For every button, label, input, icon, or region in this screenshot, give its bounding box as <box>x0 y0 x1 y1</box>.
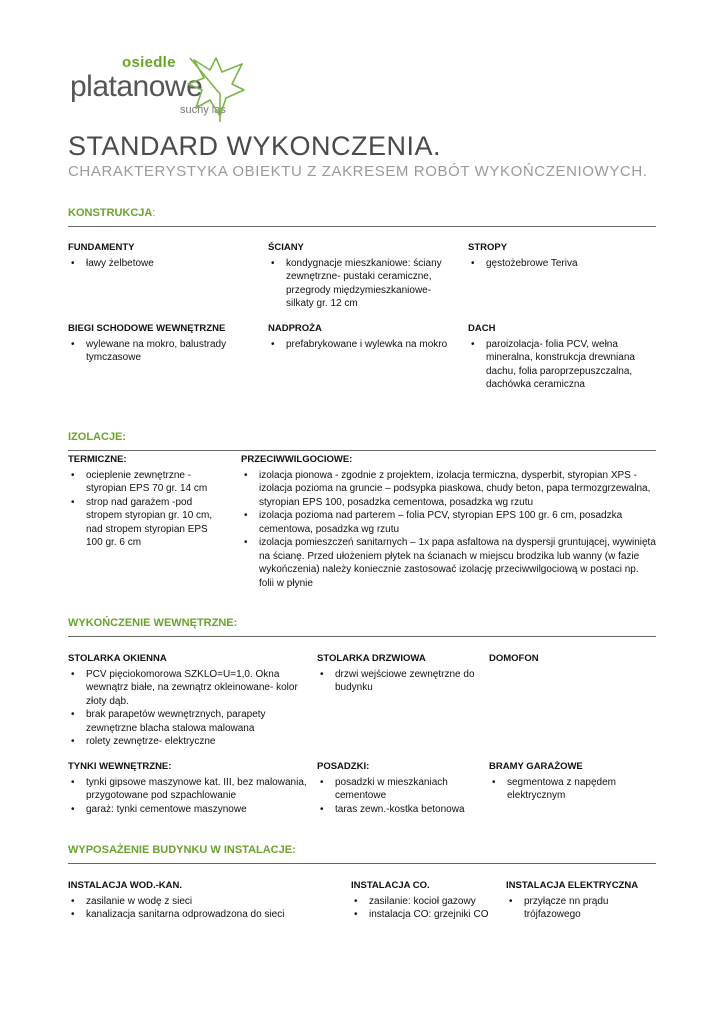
list-item: • zasilanie: kocioł gazowy <box>369 895 501 909</box>
block-title: FUNDAMENTY <box>68 242 135 253</box>
list-item: • brak parapetów wewnętrznych, parapety zewnętrzne blacha stalowa malowana <box>86 708 308 735</box>
section-divider <box>68 636 656 637</box>
logo-text-suchy-las: suchy las <box>180 104 226 116</box>
block-title: INSTALACJA CO. <box>351 880 430 891</box>
block-title: STROPY <box>468 242 508 253</box>
block-instalacja-co <box>351 879 501 922</box>
block-fundamenty <box>68 241 253 270</box>
list-item: • taras zewn.-kostka betonowa <box>335 803 482 817</box>
block-title: DOMOFON <box>489 653 539 664</box>
section-divider <box>68 450 656 451</box>
block-instalacja-wodkan <box>68 879 338 922</box>
block-title: STOLARKA OKIENNA <box>68 653 167 664</box>
block-title: PRZECIWWILGOCIOWE: <box>241 454 353 465</box>
section-heading-colon: : <box>152 207 156 219</box>
list-item: • strop nad garażem -pod stropem styropian gr. 10 cm, nad stropem styropian EPS 100 gr. 6 cm <box>86 496 218 550</box>
block-stolarka-okienna <box>68 652 308 749</box>
section-heading-text: KONSTRUKCJA <box>68 207 153 219</box>
block-stolarka-drzwiowa <box>317 652 477 695</box>
list-item: • prefabrykowane i wylewka na mokro <box>286 338 463 352</box>
block-termiczne <box>68 453 218 550</box>
list-item: • ławy żelbetowe <box>86 257 253 271</box>
page-subtitle: CHARAKTERYSTYKA OBIEKTU Z ZAKRESEM ROBÓT WYKOŃCZENIOWYCH. <box>68 163 648 180</box>
list-item: • kondygnacje mieszkaniowe: ściany zewnętrzne- pustaki ceramiczne, przegrody międzymieszkaniowe- silkaty gr. 12 cm <box>286 257 448 311</box>
list-item: • tynki gipsowe maszynowe kat. III, bez malowania, przygotowane pod szpachlowanie <box>86 776 308 803</box>
section-heading-izolacje: IZOLACJE: <box>68 431 127 443</box>
list-item: • drzwi wejściowe zewnętrzne do budynku <box>335 668 477 695</box>
list-item: • ocieplenie zewnętrzne - styropian EPS 70 gr. 14 cm <box>86 469 218 496</box>
block-title: BRAMY GARAŻOWE <box>489 761 583 772</box>
list-item: • posadzki w mieszkaniach cementowe <box>335 776 482 803</box>
block-title: BIEGI SCHODOWE WEWNĘTRZNE <box>68 323 226 334</box>
block-instalacja-elektryczna <box>506 879 656 922</box>
block-przeciwwilgociowe <box>241 453 656 590</box>
list-item: • gęstożebrowe Teriva <box>486 257 648 271</box>
block-title: DACH <box>468 323 496 334</box>
block-biegi-schodowe <box>68 322 253 365</box>
block-sciany <box>268 241 448 311</box>
block-title: TERMICZNE: <box>68 454 127 465</box>
block-title: ŚCIANY <box>268 242 304 253</box>
list-item: • zasilanie w wodę z sieci <box>86 895 338 909</box>
block-tynki <box>68 760 308 816</box>
section-heading-konstrukcja <box>68 207 155 219</box>
list-item: • przyłącze nn prądu trójfazowego <box>524 895 656 922</box>
list-item: • garaż: tynki cementowe maszynowe <box>86 803 308 817</box>
list-item: • kanalizacja sanitarna odprowadzona do sieci <box>86 908 338 922</box>
list-item: • PCV pięciokomorowa SZKLO=U=1,0. Okna wewnątrz białe, na zewnątrz okleinowane- kolor złoty dąb. <box>86 668 308 709</box>
list-item: • izolacja pionowa - zgodnie z projektem, izolacja termiczna, dysperbit, styropian XPS - izolacja pozioma na gruncie – podsypka piaskowa, chudy beton, papa termozgrzewalna, styropian EPS 100, posadzka cementowa, posadzka wg rzutu <box>259 469 656 510</box>
list-item: • rolety zewnętrze- elektryczne <box>86 735 308 749</box>
section-divider <box>68 226 656 227</box>
page-title: STANDARD WYKONCZENIA. <box>68 131 442 161</box>
block-stropy <box>468 241 648 270</box>
block-title: NADPROŻA <box>268 323 322 334</box>
block-title: POSADZKI: <box>317 761 370 772</box>
section-divider <box>68 863 656 864</box>
list-item: • paroizolacja- folia PCV, wełna mineralna, konstrukcja drewniana dachu, folia paroprzepuszczalna, dachówka ceramiczna <box>486 338 648 392</box>
block-title: INSTALACJA WOD.-KAN. <box>68 880 182 891</box>
block-posadzki <box>317 760 482 816</box>
list-item: • instalacja CO: grzejniki CO <box>369 908 501 922</box>
leaf-icon <box>186 54 248 124</box>
section-heading-wyposazenie: WYPOSAŻENIE BUDYNKU W INSTALACJE: <box>68 844 296 856</box>
list-item: • izolacja pomieszczeń sanitarnych – 1x papa asfaltowa na dyspersji gruntującej, wywinięta na ścianę. Przed ułożeniem płytek na ścianach w miejscu brodzika lub wanny (w fazie wykończenia) należy koniecznie zastosować izolację przeciwwilgociową w postaci np. folii w płynie <box>259 536 656 590</box>
list-item: • wylewane na mokro, balustrady tymczasowe <box>86 338 253 365</box>
logo-text-platanowe: platanowe <box>70 70 203 103</box>
block-title: INSTALACJA ELEKTRYCZNA <box>506 880 639 891</box>
block-domofon <box>489 652 649 668</box>
block-title: TYNKI WEWNĘTRZNE: <box>68 761 172 772</box>
list-item: • segmentowa z napędem elektrycznym <box>507 776 649 803</box>
block-nadproza <box>268 322 463 351</box>
logo-text-osiedle: osiedle <box>122 54 176 71</box>
block-dach <box>468 322 648 392</box>
block-bramy-garazowe <box>489 760 649 803</box>
logo <box>70 54 250 124</box>
section-heading-wykonczenie: WYKOŃCZENIE WEWNĘTRZNE: <box>68 617 238 629</box>
list-item: • izolacja pozioma nad parterem – folia PCV, styropian EPS 100 gr. 6 cm, posadzka cementowa, posadzka wg rzutu <box>259 509 656 536</box>
block-title: STOLARKA DRZWIOWA <box>317 653 426 664</box>
